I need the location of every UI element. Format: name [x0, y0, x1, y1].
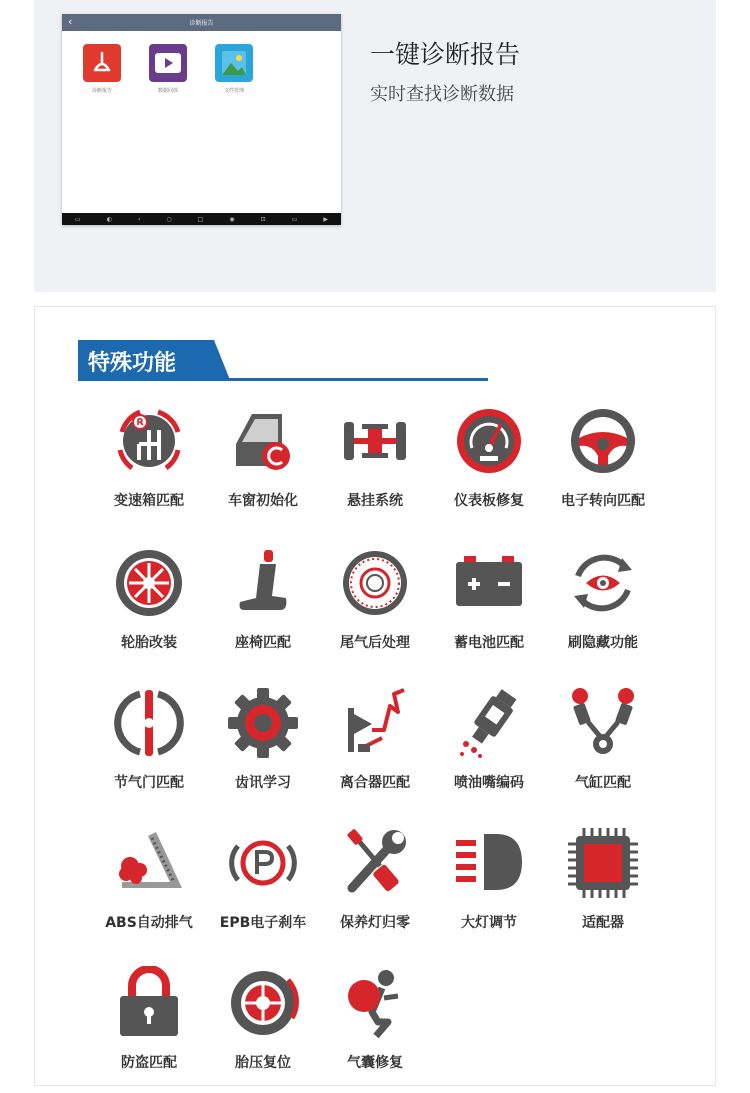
feature-label: 大灯调节: [461, 915, 517, 931]
feature-label: 仪表板修复: [454, 493, 524, 509]
car-window-icon: [226, 404, 300, 478]
feature-label: 刷隐藏功能: [568, 635, 638, 651]
feature-steering[interactable]: [546, 404, 660, 524]
tire-icon: [112, 546, 186, 620]
tablet-nav-bar: [62, 213, 341, 225]
feature-headlight[interactable]: [432, 826, 546, 946]
feature-suspension[interactable]: [318, 404, 432, 524]
feature-label: 轮胎改装: [121, 635, 177, 651]
feature-gearbox[interactable]: [92, 404, 206, 524]
parking-brake-icon: [226, 826, 300, 900]
cylinder-icon: [566, 686, 640, 760]
dashboard-gauge-icon: [452, 404, 526, 478]
feature-label: 适配器: [582, 915, 624, 931]
battery-icon: [452, 546, 526, 620]
feature-label: 齿讯学习: [235, 775, 291, 791]
feature-adapter[interactable]: [546, 826, 660, 946]
back-icon[interactable]: ‹: [68, 15, 73, 28]
nav-volume-icon[interactable]: ◐: [106, 215, 112, 223]
feature-anti-theft[interactable]: [92, 966, 206, 1086]
app-file-manager[interactable]: 文件管理: [214, 44, 254, 94]
feature-tire[interactable]: [92, 546, 206, 666]
gearbox-icon: [112, 404, 186, 478]
feature-label: EPB电子刹车: [219, 915, 307, 931]
feature-clutch[interactable]: [318, 686, 432, 806]
feature-epb[interactable]: [206, 826, 320, 946]
feature-dashboard[interactable]: [432, 404, 546, 524]
feature-label: 喷油嘴编码: [454, 775, 524, 791]
app-diagnostic-report[interactable]: 诊断报告: [82, 44, 122, 94]
injector-icon: [452, 686, 526, 760]
picture-icon: [215, 44, 253, 82]
feature-exhaust[interactable]: [318, 546, 432, 666]
video-play-icon: [149, 44, 187, 82]
section-underline: [78, 378, 488, 381]
nav-home-icon[interactable]: ○: [166, 215, 172, 223]
feature-label: 变速箱匹配: [114, 493, 184, 509]
feature-label: 气缸匹配: [575, 775, 631, 791]
feature-tpms-reset[interactable]: [206, 966, 320, 1086]
feature-service-reset[interactable]: [318, 826, 432, 946]
feature-gear-learning[interactable]: [206, 686, 320, 806]
pdf-icon: [83, 44, 121, 82]
feature-battery[interactable]: [432, 546, 546, 666]
feature-airbag[interactable]: [318, 966, 432, 1086]
feature-abs-bleed[interactable]: [92, 826, 206, 946]
feature-label: 蓄电池匹配: [454, 635, 524, 651]
throttle-icon: [112, 686, 186, 760]
feature-hidden-functions[interactable]: [546, 546, 660, 666]
tablet-window-title: 诊断报告: [189, 20, 214, 27]
feature-car-window[interactable]: [206, 404, 320, 524]
wrench-screwdriver-icon: [338, 826, 412, 900]
feature-label: 电子转向匹配: [561, 493, 645, 509]
airbag-icon: [338, 966, 412, 1040]
feature-label: 保养灯归零: [340, 915, 410, 931]
hero-title: 一键诊断报告: [370, 40, 521, 69]
chip-icon: [566, 826, 640, 900]
car-seat-icon: [226, 546, 300, 620]
hidden-eye-icon: [566, 546, 640, 620]
feature-label: 车窗初始化: [228, 493, 298, 509]
tablet-title-bar: [62, 14, 341, 31]
gear-icon: [226, 686, 300, 760]
suspension-icon: [338, 404, 412, 478]
feature-injector[interactable]: [432, 686, 546, 806]
feature-label: 离合器匹配: [340, 775, 410, 791]
nav-menu-icon[interactable]: ▭: [75, 215, 81, 223]
feature-cylinder[interactable]: [546, 686, 660, 806]
headlight-icon: [452, 826, 526, 900]
section-title: 特殊功能: [88, 351, 177, 376]
feature-label: 胎压复位: [235, 1055, 291, 1071]
tablet-screenshot: [62, 14, 341, 225]
feature-label: 尾气后处理: [340, 635, 410, 651]
feature-seat[interactable]: [206, 546, 320, 666]
feature-throttle[interactable]: [92, 686, 206, 806]
nav-window-icon[interactable]: ▭: [291, 215, 298, 223]
nav-play-icon[interactable]: ▶: [323, 215, 328, 223]
nav-settings-icon[interactable]: ◉: [229, 215, 235, 223]
nav-back-icon[interactable]: ‹: [137, 215, 141, 223]
padlock-icon: [112, 966, 186, 1040]
nav-car-icon[interactable]: ⊡: [260, 215, 266, 223]
steering-wheel-icon: [566, 404, 640, 478]
feature-label: 座椅匹配: [235, 635, 291, 651]
hero-subtitle: 实时查找诊断数据: [370, 84, 514, 105]
feature-label: 气囊修复: [347, 1055, 403, 1071]
tire-pressure-icon: [226, 966, 300, 1040]
feature-label: 节气门匹配: [114, 775, 184, 791]
exhaust-filter-icon: [338, 546, 412, 620]
nav-recent-icon[interactable]: □: [197, 215, 204, 223]
abs-bleed-icon: [112, 826, 186, 900]
feature-label: 防盗匹配: [121, 1055, 177, 1071]
feature-label: 悬挂系统: [347, 493, 403, 509]
app-data-playback[interactable]: 数据回放: [148, 44, 188, 94]
feature-label: ABS自动排气: [105, 915, 193, 931]
clutch-pedal-icon: [338, 686, 412, 760]
